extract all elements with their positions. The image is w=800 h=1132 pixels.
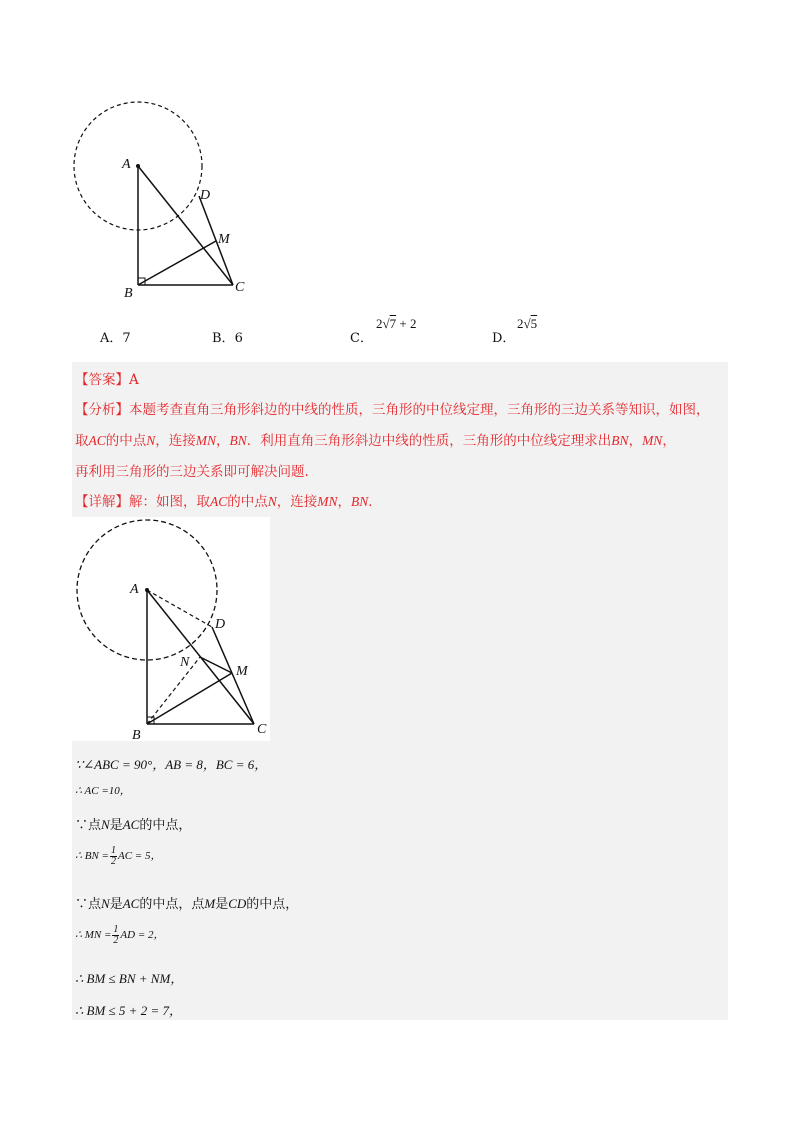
detail-tag: 【详解】 — [75, 494, 129, 510]
label-b: B — [124, 286, 133, 301]
segment-ad-dashed — [147, 590, 212, 627]
label-c: C — [235, 280, 245, 295]
label-d: D — [215, 617, 226, 632]
analysis-line-2: 取AC的中点N，连接MN，BN．利用直角三角形斜边中线的性质，三角形的中位线定理求出BN，MN， — [75, 433, 676, 449]
analysis-line-3: 再利用三角形的三边关系即可解决问题. — [75, 464, 309, 480]
option-a[interactable] — [100, 327, 131, 346]
step-1: ∵∠ABC = 90°，AB = 8，BC = 6， — [75, 757, 268, 772]
label-m: M — [218, 232, 230, 247]
answer-tag: 【答案】 — [75, 372, 129, 388]
step-8: ∴ BM ≤ 5 + 2 = 7， — [75, 1003, 182, 1018]
option-c-value: 2√7 + 2 — [376, 316, 417, 331]
segment-nm — [200, 657, 232, 673]
point-a — [145, 588, 149, 592]
geometry-figure-2 — [72, 517, 270, 741]
label-m: M — [236, 664, 248, 679]
label-a: A — [130, 582, 139, 597]
option-d[interactable] — [492, 327, 515, 346]
analysis-line-1: 【分析】本题考查直角三角形斜边的中线的性质，三角形的中位线定理，三角形的三边关系等知识，如图， — [75, 402, 710, 418]
geometry-figure-1 — [66, 95, 266, 305]
step-4: ∴ BN = $\frac{1}{2}$ AC = 5， — [75, 845, 162, 867]
option-d-value: 2√5 — [517, 316, 538, 331]
step-3: ∵点N是AC的中点， — [75, 817, 192, 833]
label-d: D — [200, 188, 211, 203]
analysis-tag: 【分析】 — [75, 402, 129, 418]
segment-ac — [138, 166, 233, 285]
option-a-value: 7 — [122, 331, 131, 346]
step-6: ∴ MN = $\frac{1}{2}$ AD = 2， — [75, 924, 165, 946]
label-a: A — [122, 157, 131, 172]
step-7: ∴ BM ≤ BN + NM， — [75, 971, 184, 986]
segment-bn-dashed — [147, 657, 200, 724]
label-b: B — [132, 728, 141, 741]
option-d-letter: D． — [492, 331, 516, 346]
option-b[interactable] — [212, 327, 243, 346]
label-c: C — [257, 722, 267, 737]
answer-line — [75, 368, 139, 388]
segment-dc — [212, 627, 254, 724]
segment-bm — [138, 241, 216, 285]
option-b-value: 6 — [234, 331, 243, 346]
option-c[interactable] — [350, 327, 373, 346]
option-b-letter: B． — [212, 331, 235, 346]
option-c-letter: C． — [350, 331, 373, 346]
detail-line: 【详解】解：如图，取AC的中点N，连接MN，BN． — [75, 494, 382, 510]
answer-value: A — [129, 372, 139, 388]
step-5: ∵点N是AC的中点，点M是CD的中点， — [75, 896, 299, 912]
label-n: N — [180, 655, 190, 670]
point-a — [136, 164, 140, 168]
segment-bm — [147, 673, 232, 724]
step-2: ∴ AC =10， — [75, 785, 131, 797]
option-a-letter: A． — [100, 331, 123, 346]
